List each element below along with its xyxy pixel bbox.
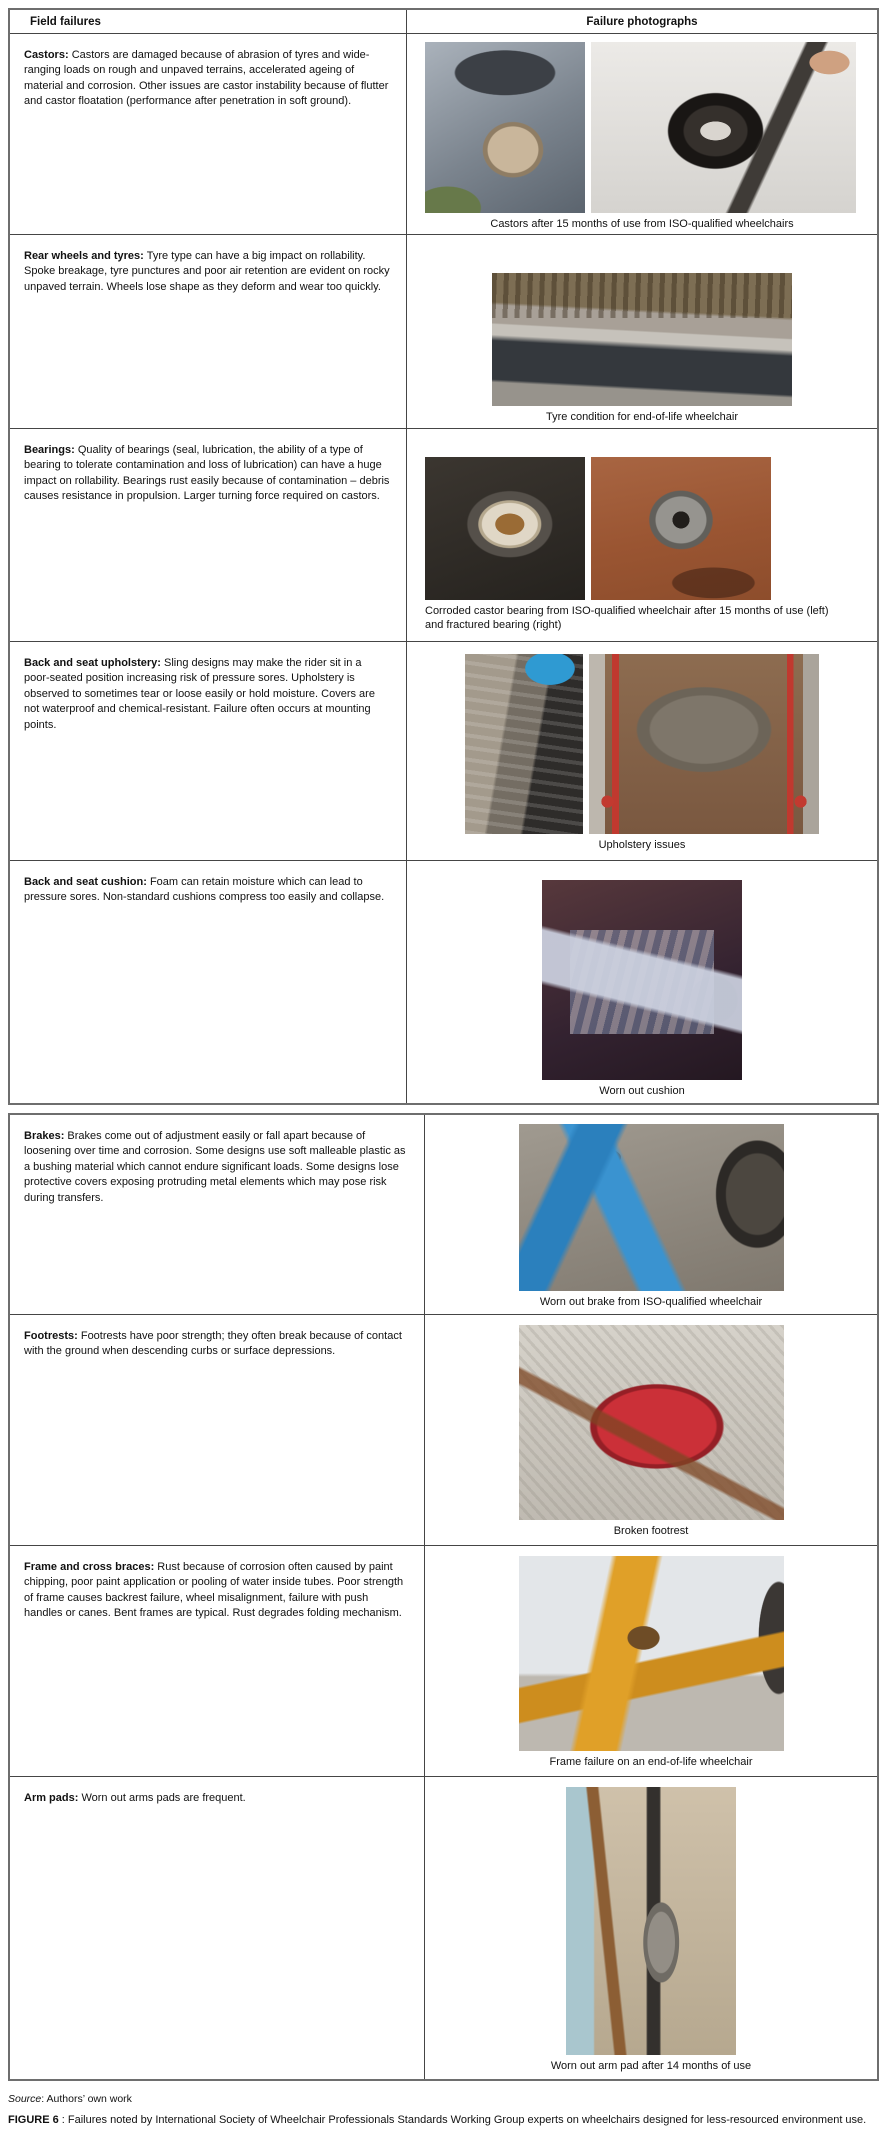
- upholstery-photo-cell: [407, 642, 877, 860]
- brakes-description: Brakes come out of adjustment easily or fall apart because of loosening over time and corrosion. Some designs use soft malleable plastic as a bushing material which cannot endure significant loads. Some designs lose protective covers exposing protruding metal elements which may pose risk during transfers.: [24, 1130, 406, 1204]
- brakes-term: Brakes:: [24, 1130, 65, 1142]
- table-row-frame: [10, 1545, 877, 1776]
- failures-table-1: [8, 8, 879, 1105]
- arm-pads-photo-caption: Worn out arm pad after 14 months of use: [550, 2060, 752, 2072]
- brakes-photo-cell: [425, 1115, 877, 1314]
- worn-tyre-closeup-photo: [492, 273, 792, 406]
- cushion-description-cell: [10, 861, 407, 1103]
- frame-photo-caption: Frame failure on an end-of-life wheelchair: [549, 1756, 753, 1768]
- table-row-arm-pads: [10, 1776, 877, 2079]
- cushion-photo-cell: [407, 861, 877, 1103]
- table-row-castors: [10, 33, 877, 234]
- brakes-photo-group: [431, 1124, 871, 1291]
- table-header-row: [10, 10, 877, 33]
- source-line: [8, 2093, 879, 2105]
- arm-pads-photo-cell: [425, 1777, 877, 2079]
- corroded-bearing-photo: [425, 457, 585, 600]
- footrests-photo-caption: Broken footrest: [613, 1525, 689, 1537]
- rusted-yellow-frame-photo: [519, 1556, 784, 1751]
- figure-caption: [8, 2113, 868, 2129]
- footrests-description: Footrests have poor strength; they often break because of contact with the ground when descending curbs or surface depressions.: [24, 1330, 402, 1358]
- cushion-description: Foam can retain moisture which can lead to pressure sores. Non-standard cushions compress too easily and collapse.: [24, 876, 385, 904]
- field-failures-header-label: Field failures: [30, 15, 101, 28]
- fractured-bearing-castor-photo: [591, 457, 771, 600]
- failure-photographs-header: [407, 10, 877, 33]
- worn-cushion-wheelchair-photo: [542, 880, 742, 1080]
- brakes-photo-caption: Worn out brake from ISO-qualified wheelchair: [539, 1296, 763, 1308]
- bearings-description: Quality of bearings (seal, lubrication, the ability of a type of bearing to tolerate contamination and loss of lubrication) can have a huge impact on rollability. Bearings rust easily because of contamination – debris causes resistance in propulsion. Larger turning force required on castors.: [24, 444, 390, 503]
- worn-brake-blue-frame-photo: [519, 1124, 784, 1291]
- source-text: : Authors’ own work: [41, 2093, 132, 2105]
- failures-table-2: [8, 1113, 879, 2081]
- hand-holding-worn-castor-photo: [591, 42, 856, 213]
- cushion-photo-caption: Worn out cushion: [599, 1085, 685, 1097]
- footrests-description-cell: [10, 1315, 425, 1545]
- rear-wheels-description: Tyre type can have a big impact on rollability. Spoke breakage, tyre punctures and poor air retention are evident on rocky unpaved terrain. Wheels lose shape as they deform and wear too quickly.: [24, 250, 390, 293]
- bearings-photo-cell: [407, 429, 877, 641]
- worn-arm-pad-photo: [566, 1787, 736, 2055]
- castors-term: Castors:: [24, 49, 69, 61]
- table-row-cushion: [10, 860, 877, 1103]
- bearings-photo-group: [413, 457, 871, 600]
- bearings-photo-caption: Corroded castor bearing from ISO-qualified wheelchair after 15 months of use (left) and fractured bearing (right): [425, 605, 829, 632]
- upholstery-photo-group: [413, 654, 871, 834]
- footrests-term: Footrests:: [24, 1330, 78, 1342]
- arm-pads-photo-group: [431, 1787, 871, 2055]
- table-row-rear-wheels: [10, 234, 877, 428]
- frame-term: Frame and cross braces:: [24, 1561, 155, 1573]
- footrests-photo-group: [431, 1325, 871, 1520]
- brakes-description-cell: [10, 1115, 425, 1314]
- rear-wheels-photo-group: [413, 273, 871, 406]
- frame-description: Rust because of corrosion often caused by paint chipping, poor paint application or pooling of water inside tubes. Poor strength of frame causes backrest failure, wheel misalignment, failure with push handles or canes. Bent frames are typical. Rust degrades folding mechanism.: [24, 1561, 404, 1620]
- table-row-upholstery: [10, 641, 877, 860]
- rear-wheels-description-cell: [10, 235, 407, 428]
- arm-pads-description-cell: [10, 1777, 425, 2079]
- bearings-term: Bearings:: [24, 444, 75, 456]
- torn-backrest-upholstery-photo: [589, 654, 819, 834]
- upholstery-term: Back and seat upholstery:: [24, 657, 161, 669]
- source-label: Source: [8, 2093, 42, 2105]
- table-row-footrests: [10, 1314, 877, 1545]
- footrests-photo-cell: [425, 1315, 877, 1545]
- frame-description-cell: [10, 1546, 425, 1776]
- bearings-description-cell: [10, 429, 407, 641]
- table-row-brakes: [10, 1115, 877, 1314]
- upholstery-description-cell: [10, 642, 407, 860]
- wheel-and-sling-photo: [465, 654, 583, 834]
- upholstery-description: Sling designs may make the rider sit in a poor-seated position increasing risk of pressure sores. Upholstery is observed to sometimes tear or loose easily or hold moisture. Covers are not waterproof and chemical-resistant. Failure often occurs at mounting points.: [24, 657, 375, 731]
- figure-number-label: FIGURE 6: [8, 2114, 59, 2126]
- castors-photo-caption: Castors after 15 months of use from ISO-qualified wheelchairs: [490, 218, 794, 230]
- worn-castor-on-wheelchair-photo: [425, 42, 585, 213]
- failure-photographs-header-label: Failure photographs: [586, 15, 698, 28]
- arm-pads-term: Arm pads:: [24, 1792, 79, 1804]
- table-row-bearings: [10, 428, 877, 641]
- castors-photo-group: [413, 42, 871, 213]
- castors-description: Castors are damaged because of abrasion of tyres and wide-ranging loads on rough and unpaved terrains, accelerated ageing of material and corrosion. Other issues are castor instability because of flutter and castor floatation (performance after penetration in soft ground).: [24, 49, 389, 108]
- field-failures-header: [10, 10, 407, 33]
- castors-photo-cell: [407, 34, 877, 234]
- figure-caption-text: : Failures noted by International Society of Wheelchair Professionals Standards Working Group experts on wheelchairs designed for less-resourced environment use.: [58, 2114, 867, 2126]
- frame-photo-group: [431, 1556, 871, 1751]
- cushion-term: Back and seat cushion:: [24, 876, 147, 888]
- arm-pads-description: Worn out arms pads are frequent.: [81, 1792, 246, 1804]
- castors-description-cell: [10, 34, 407, 234]
- rear-wheels-photo-cell: [407, 235, 877, 428]
- rear-wheels-term: Rear wheels and tyres:: [24, 250, 144, 262]
- frame-photo-cell: [425, 1546, 877, 1776]
- cushion-photo-group: [413, 880, 871, 1080]
- upholstery-photo-caption: Upholstery issues: [598, 839, 686, 851]
- rear-wheels-photo-caption: Tyre condition for end-of-life wheelchair: [546, 411, 738, 423]
- broken-red-footrest-photo: [519, 1325, 784, 1520]
